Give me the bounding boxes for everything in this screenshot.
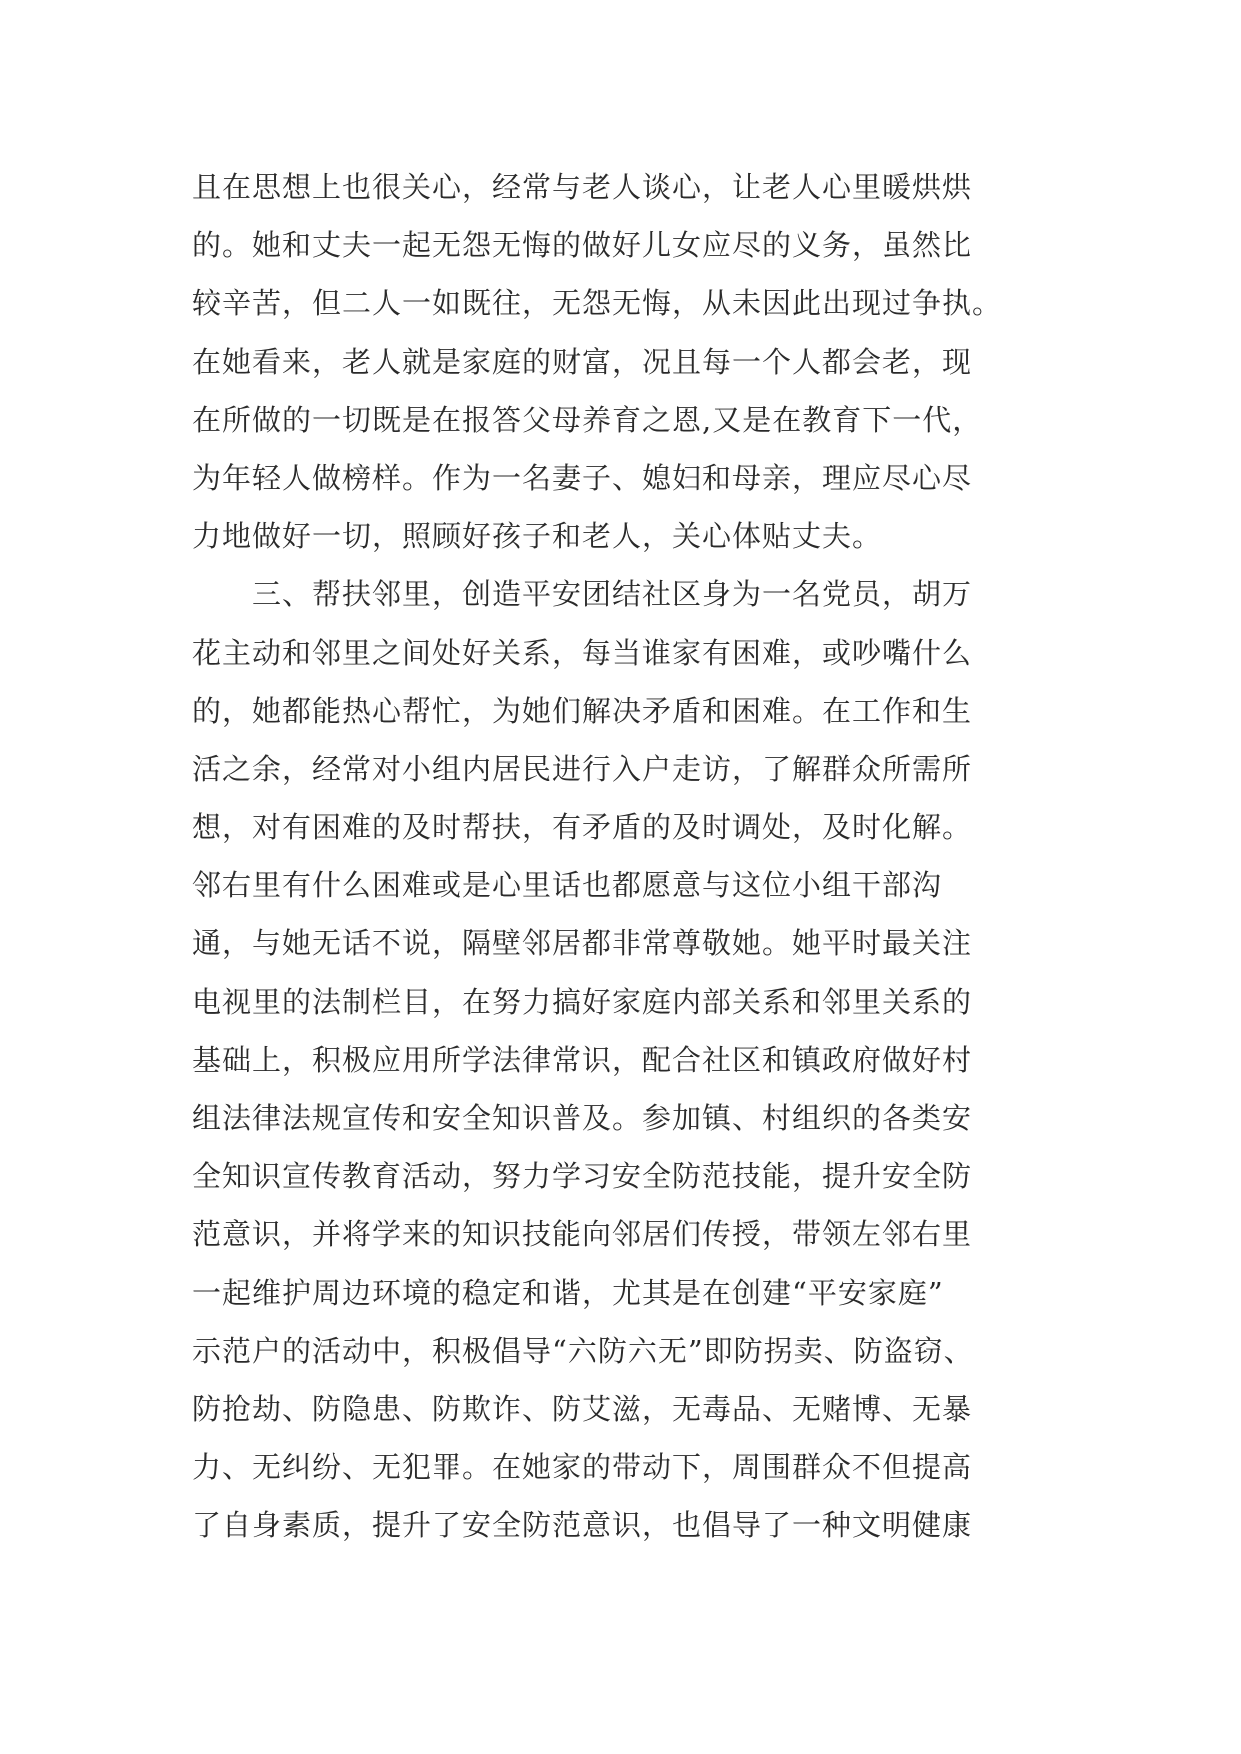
- text-line: 邻右里有什么困难或是心里话也都愿意与这位小组干部沟: [192, 868, 943, 903]
- text-line: 较辛苦，但二人一如既往，无怨无悔，从未因此出现过争执。: [192, 286, 1003, 321]
- text-line: 示范户的活动中，积极倡导“六防六无”即防拐卖、防盗窃、: [192, 1333, 974, 1368]
- text-line: 想，对有困难的及时帮扶，有矛盾的及时调处，及时化解。: [192, 810, 973, 845]
- text-line: 且在思想上也很关心，经常与老人谈心，让老人心里暖烘烘: [192, 170, 973, 204]
- text-line: 了自身素质，提升了安全防范意识，也倡导了一种文明健康: [192, 1508, 973, 1543]
- text-line: 活之余，经常对小组内居民进行入户走访，了解群众所需所: [192, 751, 973, 786]
- text-line: 为年轻人做榜样。作为一名妻子、媳妇和母亲，理应尽心尽: [192, 460, 973, 495]
- text-line: 通，与她无话不说，隔壁邻居都非常尊敬她。她平时最关注: [192, 926, 973, 961]
- text-line: 在所做的一切既是在报答父母养育之恩,又是在教育下一代，: [192, 402, 983, 437]
- text-line: 的，她都能热心帮忙，为她们解决矛盾和困难。在工作和生: [192, 693, 973, 728]
- text-line: 全知识宣传教育活动，努力学习安全防范技能，提升安全防: [192, 1159, 973, 1194]
- paragraph-start-line: 三、帮扶邻里，创造平安团结社区身为一名党员，胡万: [192, 577, 973, 612]
- text-line: 基础上，积极应用所学法律常识，配合社区和镇政府做好村: [192, 1042, 973, 1077]
- text-line: 范意识，并将学来的知识技能向邻居们传授，带领左邻右里: [192, 1217, 973, 1252]
- body-text: [192, 158, 1072, 1555]
- text-line: 组法律法规宣传和安全知识普及。参加镇、村组织的各类安: [192, 1101, 973, 1135]
- text-line: 在她看来，老人就是家庭的财富，况且每一个人都会老，现: [192, 344, 973, 379]
- text-line: 力地做好一切，照顾好孩子和老人，关心体贴丈夫。: [192, 519, 883, 554]
- text-line: 花主动和邻里之间处好关系，每当谁家有困难，或吵嘴什么: [192, 635, 973, 670]
- text-line: 的。她和丈夫一起无怨无悔的做好儿女应尽的义务，虽然比: [192, 228, 973, 263]
- text-line: 防抢劫、防隐患、防欺诈、防艾滋，无毒品、无赌博、无暴: [192, 1391, 973, 1426]
- text-line: 力、无纠纷、无犯罪。在她家的带动下，周围群众不但提高: [192, 1450, 973, 1485]
- text-line: 电视里的法制栏目，在努力搞好家庭内部关系和邻里关系的: [192, 984, 973, 1019]
- text-line: 一起维护周边环境的稳定和谐，尤其是在创建“平安家庭”: [192, 1275, 944, 1310]
